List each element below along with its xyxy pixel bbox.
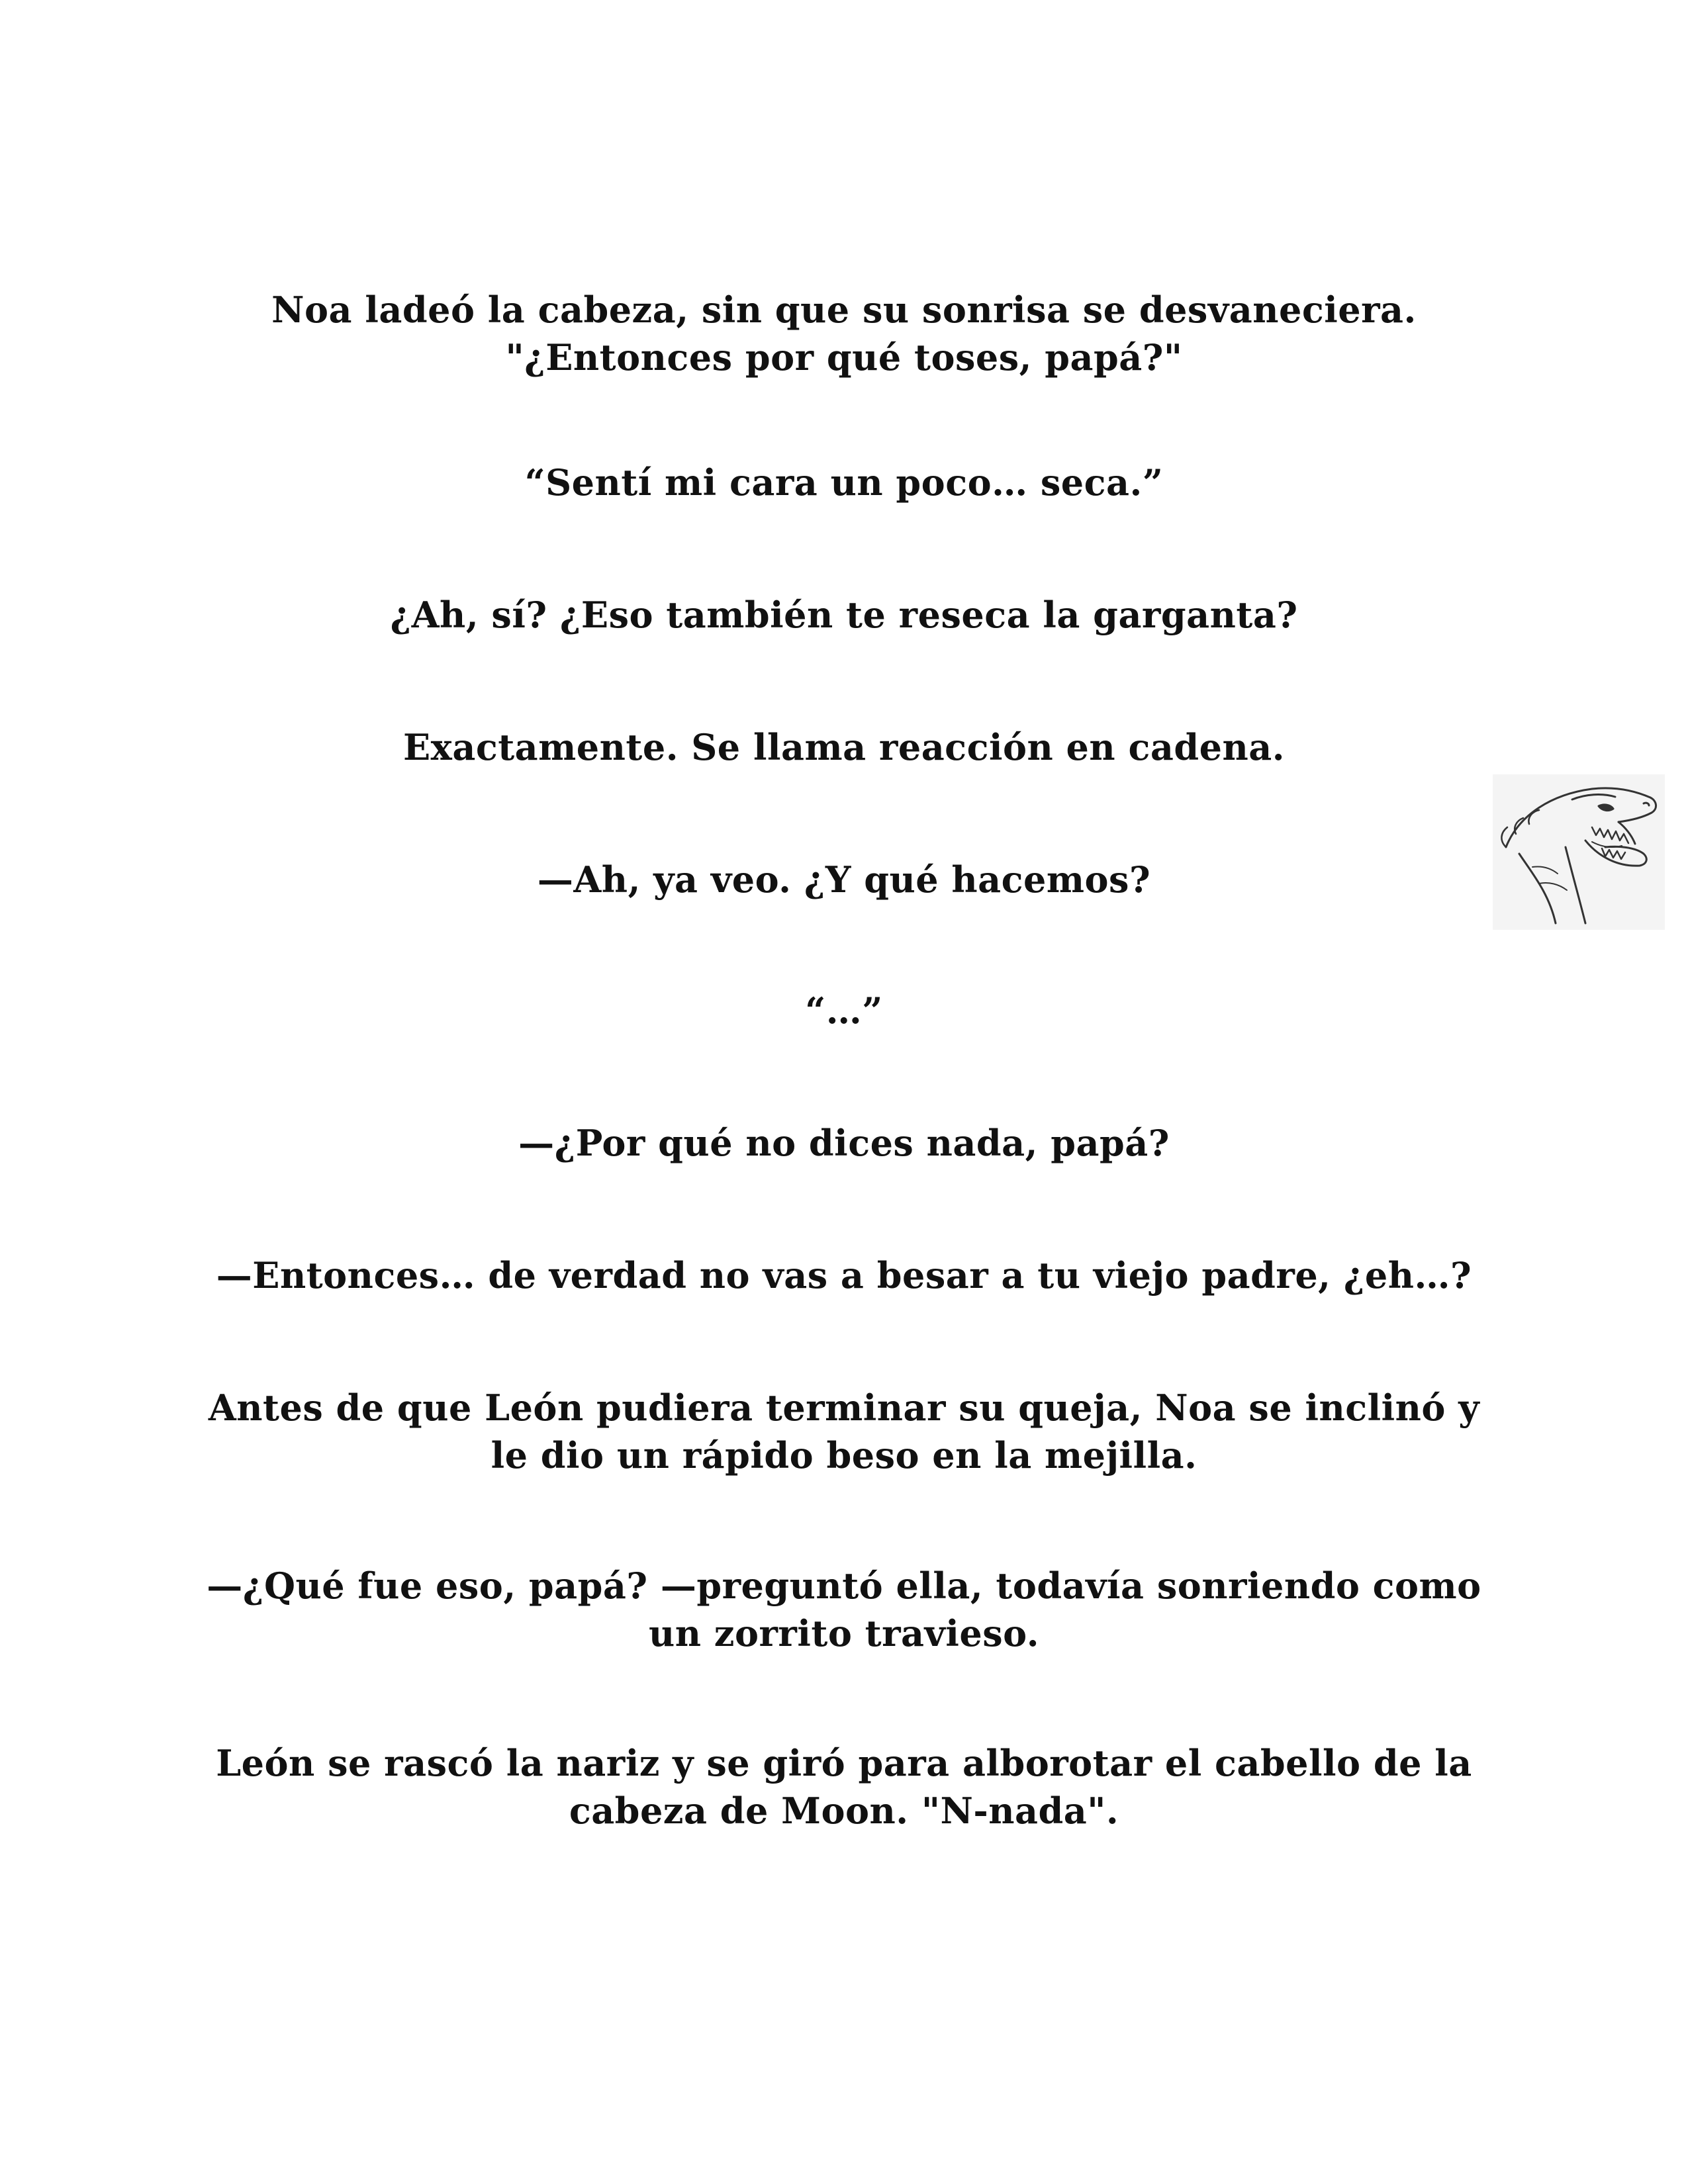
paragraph-line: Exactamente. Se llama reacción en cadena. — [402, 726, 1285, 768]
paragraph-10 — [199, 1562, 1489, 1657]
paragraph-line: cabeza de Moon. "N-nada". — [569, 1790, 1119, 1832]
paragraph-line: “Sentí mi cara un poco… seca.” — [524, 461, 1164, 504]
paragraph-8 — [199, 1251, 1489, 1299]
paragraph-3 — [199, 591, 1489, 639]
paragraph-line: Noa ladeó la cabeza, sin que su sonrisa se desvaneciera. — [271, 289, 1417, 331]
paragraph-2 — [199, 459, 1489, 506]
paragraph-7 — [199, 1119, 1489, 1167]
paragraph-4 — [199, 723, 1489, 771]
paragraph-9 — [199, 1384, 1489, 1479]
paragraph-5 — [199, 856, 1489, 903]
paragraph-line: León se rascó la nariz y se giró para alborotar el cabello de la — [216, 1742, 1472, 1784]
paragraph-1 — [199, 286, 1489, 381]
paragraph-line: "¿Entonces por qué toses, papá?" — [505, 336, 1183, 379]
paragraph-line: ¿Ah, sí? ¿Eso también te reseca la garganta? — [390, 594, 1298, 636]
paragraph-line: un zorrito travieso. — [648, 1612, 1040, 1655]
paragraph-line: —Entonces… de verdad no vas a besar a tu viejo padre, ¿eh…? — [216, 1254, 1472, 1297]
paragraph-6 — [199, 987, 1489, 1034]
paragraph-line: le dio un rápido beso en la mejilla. — [491, 1434, 1197, 1477]
dinosaur-sketch-icon — [1493, 774, 1665, 930]
paragraph-11 — [199, 1739, 1489, 1835]
paragraph-line: —¿Qué fue eso, papá? —preguntó ella, todavía sonriendo como — [207, 1565, 1481, 1607]
paragraph-line: —¿Por qué no dices nada, papá? — [518, 1122, 1170, 1164]
paragraph-line: “…” — [805, 989, 883, 1032]
paragraph-line: Antes de que León pudiera terminar su queja, Noa se inclinó y — [208, 1387, 1480, 1429]
paragraph-line: —Ah, ya veo. ¿Y qué hacemos? — [537, 858, 1151, 901]
